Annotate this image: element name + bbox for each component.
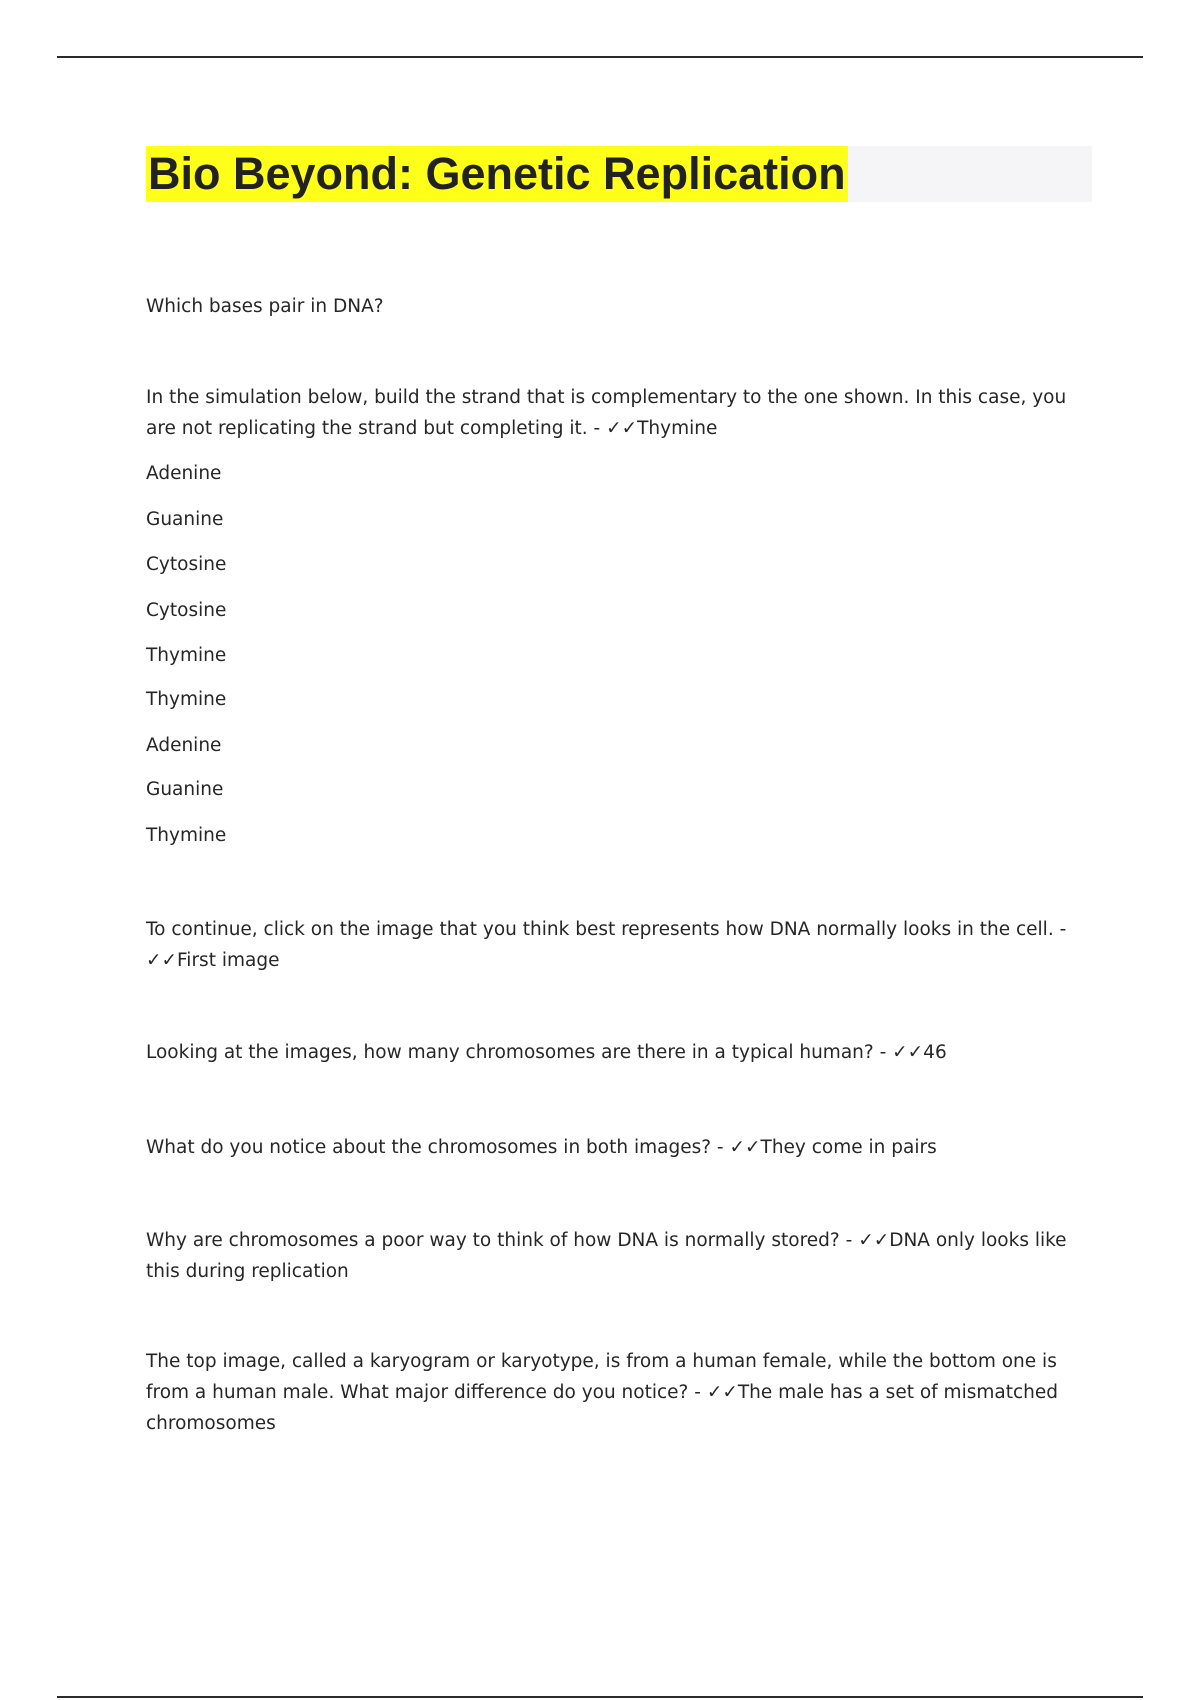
double-check-icon: ✓✓ [892, 1042, 924, 1063]
double-check-icon: ✓✓ [858, 1230, 890, 1251]
document-title: Bio Beyond: Genetic Replication [146, 146, 848, 202]
answer-list-item: Guanine [146, 779, 224, 800]
double-check-icon: ✓✓ [706, 1382, 738, 1403]
question-simulation [146, 382, 1092, 444]
answer-list-item: Adenine [146, 735, 222, 756]
question-text: In the simulation below, build the strand that is complementary to the one shown. In this case, you are not replicating the strand but completing it. - [146, 387, 1067, 439]
question-text: To continue, click on the image that you think best represents how DNA normally looks in the cell. - [146, 919, 1067, 940]
answer-text: 46 [923, 1042, 947, 1063]
answer-text: They come in pairs [760, 1137, 937, 1158]
answer-text: The male has a set of mismatched chromosomes [146, 1382, 1058, 1434]
answer-list-item: Cytosine [146, 600, 227, 621]
question-chromosome-count [146, 1037, 1092, 1068]
answer-list-item: Cytosine [146, 554, 227, 575]
answer-text: DNA only looks like this during replication [146, 1230, 1067, 1282]
top-rule [57, 56, 1143, 58]
answer-list-item: Thymine [146, 689, 227, 710]
question-text: What do you notice about the chromosomes in both images? - [146, 1137, 730, 1158]
question-chromosome-notice [146, 1132, 1092, 1163]
question-dna-storage [146, 1225, 1092, 1287]
question-text: Looking at the images, how many chromosomes are there in a typical human? - [146, 1042, 893, 1063]
question-karyogram [146, 1346, 1092, 1439]
double-check-icon: ✓✓ [146, 950, 178, 971]
question-dna-image [146, 914, 1092, 976]
answer-list-item: Thymine [146, 645, 227, 666]
question-bases-pair [146, 291, 1092, 322]
double-check-icon: ✓✓ [606, 418, 638, 439]
question-text: The top image, called a karyogram or karyotype, is from a human female, while the bottom one is from a human male. What major difference do you notice? - [146, 1351, 1057, 1403]
question-text: Which bases pair in DNA? [146, 296, 384, 317]
bottom-rule [57, 1696, 1143, 1698]
answer-list-item: Guanine [146, 509, 224, 530]
answer-text: First image [177, 950, 280, 971]
answer-list-item: Thymine [146, 825, 227, 846]
answer-text: Thymine [637, 418, 718, 439]
double-check-icon: ✓✓ [729, 1137, 761, 1158]
answer-list-item: Adenine [146, 463, 222, 484]
question-text: Why are chromosomes a poor way to think of how DNA is normally stored? - [146, 1230, 859, 1251]
